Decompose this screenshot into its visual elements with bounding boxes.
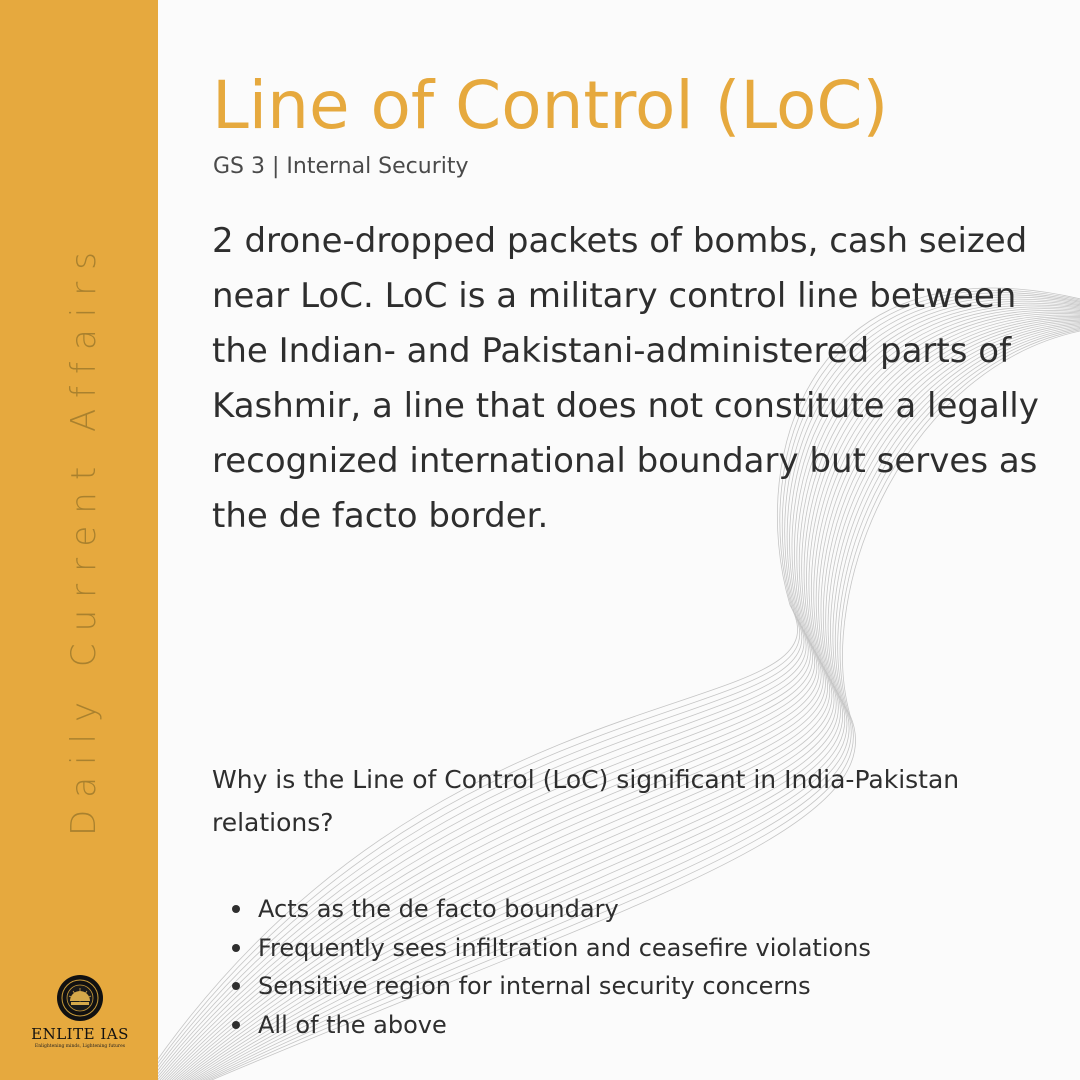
answer-option (230, 929, 871, 968)
page-title: Line of Control (LoC) (212, 67, 889, 144)
answer-option (230, 967, 871, 1006)
answer-option-text: Sensitive region for internal security concerns (258, 972, 811, 1000)
enlite-emblem-icon (56, 974, 104, 1022)
answer-option-text: Frequently sees infiltration and ceasefire violations (258, 933, 871, 962)
bullet-icon (232, 905, 240, 913)
answer-options-list (230, 890, 871, 1044)
bullet-icon (232, 944, 240, 952)
article-body: 2 drone-dropped packets of bombs, cash seized near LoC. LoC is a military control line between the Indian- and Pakistani-administered parts of Kashmir, a line that does not constitute a legally recognized international boundary but serves as the de facto border. (212, 221, 1039, 536)
quiz-question: Why is the Line of Control (LoC) significant in India-Pakistan relations? (212, 765, 960, 837)
answer-option (230, 1006, 871, 1045)
answer-option (230, 890, 871, 929)
answer-option-text: All of the above (258, 1010, 447, 1039)
logo-name: ENLITE IAS (31, 1025, 129, 1043)
bullet-icon (232, 1021, 240, 1029)
brand-logo (22, 974, 138, 1049)
logo-tagline: Enlightening minds, Lightening futures (34, 1044, 126, 1049)
answer-option-text: Acts as the de facto boundary (258, 895, 619, 923)
bullet-icon (232, 982, 240, 990)
sidebar-vertical-text: Daily Current Affairs (64, 240, 104, 836)
sidebar (0, 0, 158, 1080)
page-subtitle: GS 3 | Internal Security (213, 154, 469, 179)
